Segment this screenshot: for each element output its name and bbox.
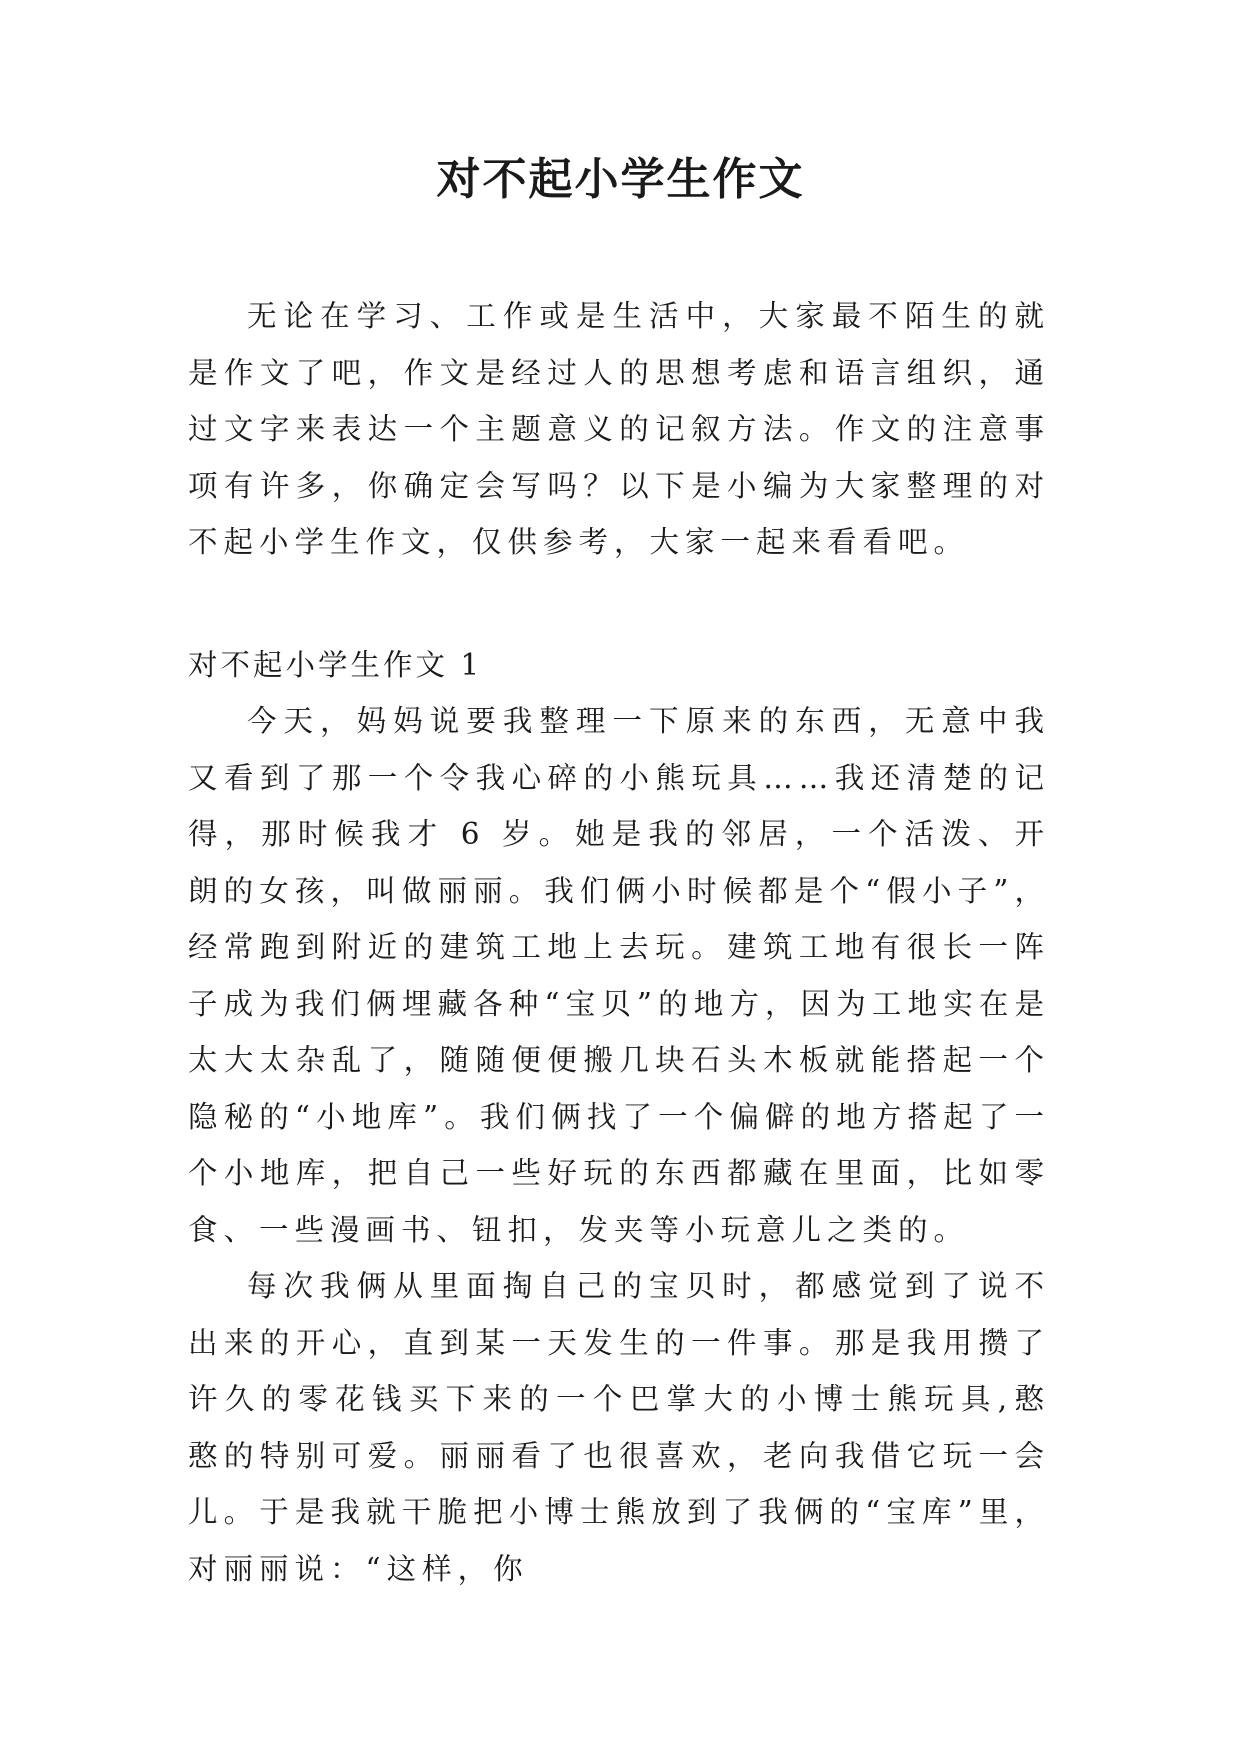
- document-title: 对不起小学生作文: [436, 154, 805, 205]
- essay-paragraph: 今天，妈妈说要我整理一下原来的东西，无意中我又看到了那一个令我心碎的小熊玩具……我还清楚的记得，那时候我才 6 岁。她是我的邻居，一个活泼、开朗的女孩，叫做丽丽。我们俩小时候都是个“假小子”，经常跑到附近的建筑工地上去玩。建筑工地有很长一阵子成为我们俩埋藏各种“宝贝”的地方，因为工地实在是太大太杂乱了，随随便便搬几块石头木板就能搭起一个隐秘的“小地库”。我们俩找了一个偏僻的地方搭起了一个小地库，把自己一些好玩的东西都藏在里面，比如零食、一些漫画书、钮扣，发夹等小玩意儿之类的。: [188, 704, 1050, 1247]
- essay-body: [188, 693, 1050, 1597]
- essay-paragraph: 每次我俩从里面掏自己的宝贝时，都感觉到了说不出来的开心，直到某一天发生的一件事。那是我用攒了许久的零花钱买下来的一个巴掌大的小博士熊玩具,憨憨的特别可爱。丽丽看了也很喜欢，老向我借它玩一会儿。于是我就干脆把小博士熊放到了我俩的“宝库”里，对丽丽说：“这样，你: [188, 1269, 1050, 1586]
- section-heading: 对不起小学生作文 1: [188, 648, 483, 682]
- intro-section: [188, 288, 1050, 571]
- intro-paragraph: 无论在学习、工作或是生活中，大家最不陌生的就是作文了吧，作文是经过人的思想考虑和语言组织，通过文字来表达一个主题意义的记叙方法。作文的注意事项有许多，你确定会写吗？以下是小编为大家整理的对不起小学生作文，仅供参考，大家一起来看看吧。: [188, 299, 1050, 559]
